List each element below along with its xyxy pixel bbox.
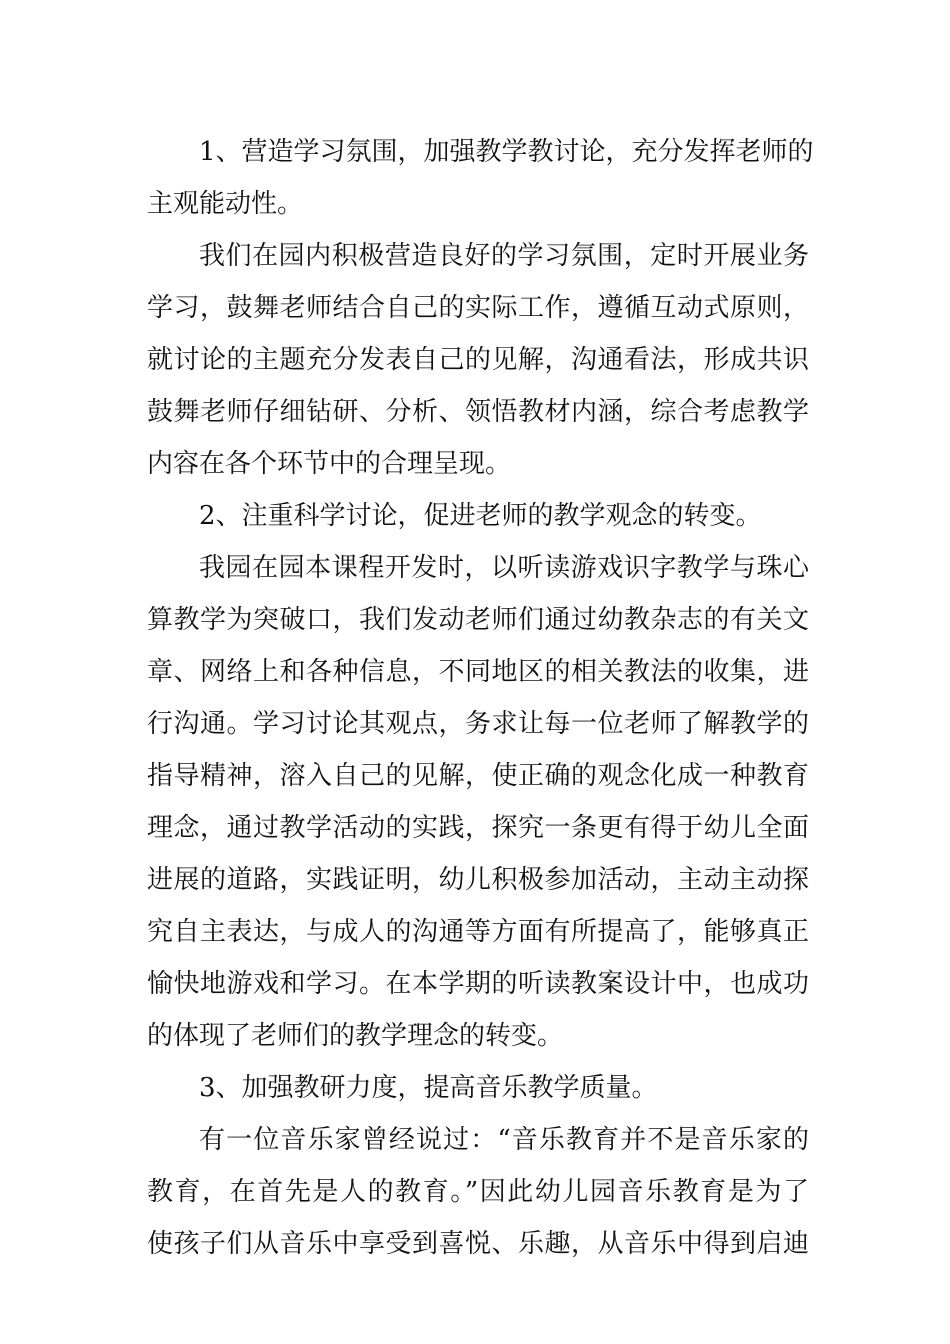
text-line: 行沟通。学习讨论其观点，务求让每一位老师了解教学的: [147, 709, 809, 739]
text-line: 内容在各个环节中的合理呈现。: [147, 449, 512, 479]
text-line: 进展的道路，实践证明，幼儿积极参加活动，主动主动探: [147, 865, 809, 895]
text-line: 主观能动性。: [147, 189, 304, 219]
text-line: 使孩子们从音乐中享受到喜悦、乐趣，从音乐中得到启迪: [147, 1229, 809, 1259]
text-line: 章、网络上和各种信息，不同地区的相关教法的收集，进: [147, 657, 809, 687]
text-line: 教育，在首先是人的教育。”因此幼儿园音乐教育是为了: [147, 1177, 809, 1207]
text-line: 理念，通过教学活动的实践，探究一条更有得于幼儿全面: [147, 813, 809, 843]
text-line: 有一位音乐家曾经说过：“音乐教育并不是音乐家的: [199, 1125, 809, 1155]
text-line: 的体现了老师们的教学理念的转变。: [147, 1021, 564, 1051]
text-line: 鼓舞老师仔细钻研、分析、领悟教材内涵，综合考虑教学: [147, 397, 809, 427]
text-line: 究自主表达，与成人的沟通等方面有所提高了，能够真正: [147, 917, 809, 947]
text-line: 1、营造学习氛围，加强教学教讨论，充分发挥老师的: [199, 137, 814, 167]
text-line: 3、加强教研力度，提高音乐教学质量。: [199, 1073, 658, 1103]
text-line: 学习，鼓舞老师结合自己的实际工作，遵循互动式原则，: [147, 293, 809, 323]
body-text: [147, 126, 814, 1270]
text-line: 愉快地游戏和学习。在本学期的听读教案设计中，也成功: [147, 969, 809, 999]
text-line: 我们在园内积极营造良好的学习氛围，定时开展业务: [199, 241, 809, 271]
text-line: 就讨论的主题充分发表自己的见解，沟通看法，形成共识: [147, 345, 809, 375]
text-line: 我园在园本课程开发时，以听读游戏识字教学与珠心: [199, 553, 809, 583]
text-line: 算教学为突破口，我们发动老师们通过幼教杂志的有关文: [147, 605, 809, 635]
text-line: 指导精神，溶入自己的见解，使正确的观念化成一种教育: [147, 761, 809, 791]
text-line: 2、注重科学讨论，促进老师的教学观念的转变。: [199, 501, 762, 531]
